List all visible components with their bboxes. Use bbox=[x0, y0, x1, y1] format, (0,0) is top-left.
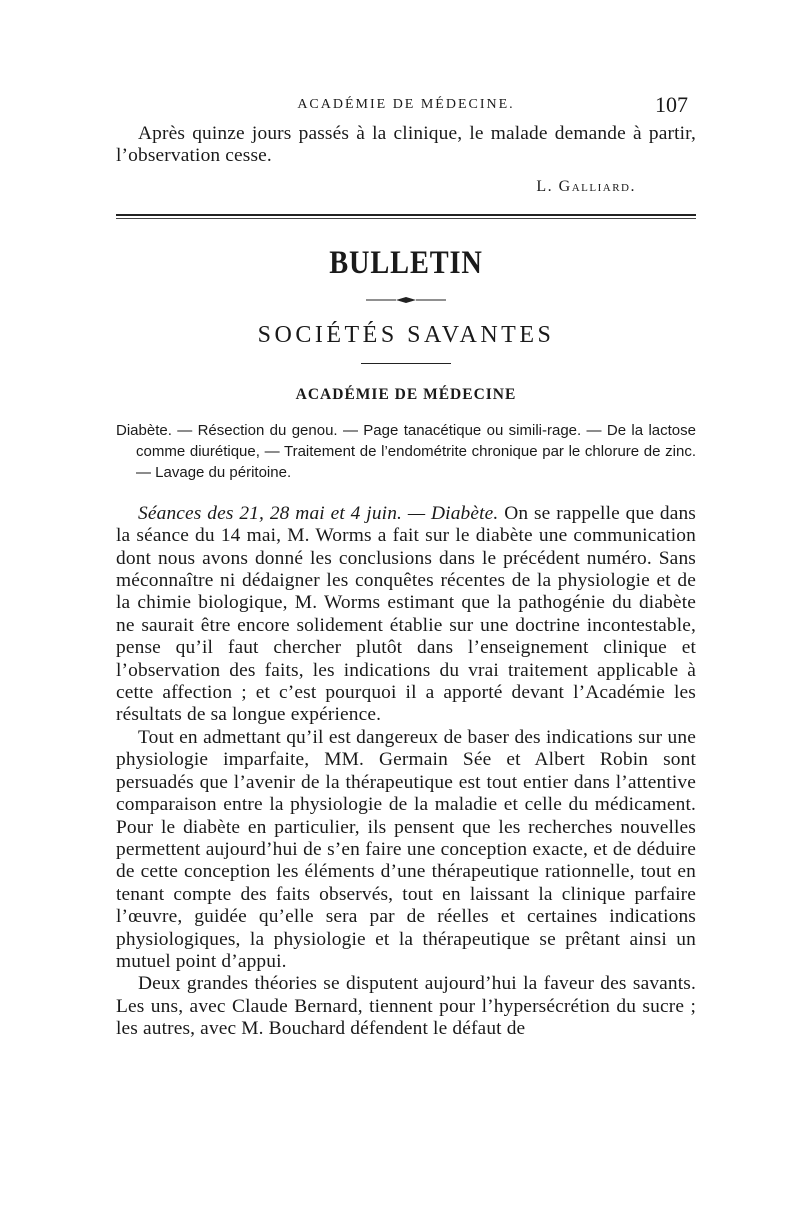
author-signature: L. Galliard. bbox=[536, 177, 636, 195]
running-title: ACADÉMIE DE MÉDECINE. bbox=[297, 97, 515, 112]
subsection-title: ACADÉMIE DE MÉDECINE bbox=[295, 385, 517, 403]
short-rule bbox=[361, 363, 451, 364]
body-paragraph-3: Deux grandes théories se disputent aujourd’hui la faveur des savants. Les uns, avec Claude Bernard, tiennent pour l’hypersécrétion du sucre ; les autres, avec M. Bouchard défendent le défaut de bbox=[116, 973, 696, 1040]
bulletin-title: BULLETIN bbox=[329, 244, 483, 281]
closing-paragraph: Après quinze jours passés à la clinique, le malade demande à partir, l’observation cesse. bbox=[116, 123, 696, 167]
paragraph-1-text: On se rappelle que dans la séance du 14 mai, M. Worms a fait sur le diabète une communication dont nous avons donné les conclusions dans le précédent numéro. Sans méconnaître ni dédaigner les conquêtes récentes de la physiologie et de la chimie biologique, M. Worms estimant que la pathogénie du diabète ne saurait être encore solidement établie sur une doctrine incontestable, pense qu’il faut chercher plutôt dans l’enseignement clinique et l’observation des faits, les indications du vrai traitement applicable à cette affection ; et c’est pourquoi il a apporté devant l’Académie les résultats de sa longue expérience. bbox=[116, 502, 697, 726]
body-paragraph-1 bbox=[116, 503, 696, 727]
session-dates: Séances des 21, 28 mai et 4 juin. — Diabète. bbox=[138, 502, 499, 524]
section-divider bbox=[116, 214, 696, 219]
ornament-divider bbox=[366, 296, 446, 304]
body-paragraph-2: Tout en admettant qu’il est dangereux de baser des indications sur une physiologie imparfaite, MM. Germain Sée et Albert Robin sont persuadés que l’avenir de la thérapeutique est tout entier dans l’attentive comparaison entre la physiologie de la maladie et celle du médicament. Pour le diabète en particulier, ils pensent que les recherches nouvelles permettent aujourd’hui de s’en faire une conception exacte, et de déduire de cette conception les éléments d’une thérapeutique rationnelle, tout en tenant compte des faits observés, tout en laissant la clinique parfaire l’œuvre, guidée qu’elle sera par de réelles et certaines indications physiologiques, la physiologie et la thérapeutique se prêtant ainsi un mutuel point d’appui. bbox=[116, 726, 696, 972]
page bbox=[116, 92, 697, 1041]
section-title: SOCIÉTÉS SAVANTES bbox=[257, 321, 555, 348]
article-body bbox=[116, 503, 696, 1041]
running-header bbox=[116, 92, 696, 123]
session-summary: Diabète. — Résection du genou. — Page tanacétique ou simili-rage. — De la lactose comme diurétique, — Traitement de l’endométrite chronique par le chlorure de zinc. — Lavage du péritoine. bbox=[116, 421, 696, 481]
page-number: 107 bbox=[655, 92, 688, 117]
